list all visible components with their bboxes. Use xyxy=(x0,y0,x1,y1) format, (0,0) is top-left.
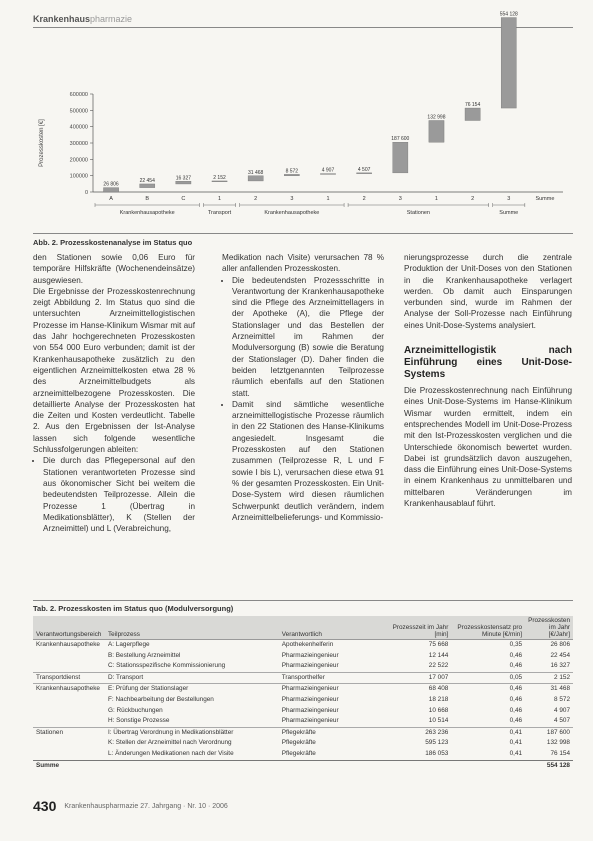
x-tick-label: B xyxy=(145,196,150,202)
cell-process: A: Lagerpflege xyxy=(105,640,279,651)
data-label: 2 152 xyxy=(213,174,226,181)
data-label: 554 128 xyxy=(499,11,518,18)
bar xyxy=(176,181,191,184)
cell-rate: 0,41 xyxy=(451,727,525,738)
data-label: 76 154 xyxy=(464,102,481,109)
data-label: 4 907 xyxy=(321,167,335,174)
cell-area: Krankenhausapotheke xyxy=(33,640,105,651)
sum-empty-cell xyxy=(279,760,384,771)
x-tick-label: 2 xyxy=(362,196,366,202)
table-row xyxy=(33,749,573,760)
cell-cost: 4 907 xyxy=(554,706,570,714)
cell-responsible: Pflegekräfte xyxy=(279,727,384,738)
page-footer xyxy=(33,798,228,814)
bar xyxy=(393,142,408,173)
cell-process: B: Bestellung Arzneimittel xyxy=(107,651,181,659)
cell-time: 68 408 xyxy=(384,684,451,695)
sum-empty-cell xyxy=(105,760,279,771)
x-tick-label: C xyxy=(181,196,186,202)
cell-process: G: Rückbuchungen xyxy=(107,706,163,714)
cell-responsible: Pharmazieingenieur xyxy=(281,695,339,703)
cell-responsible: Pharmazieingenieur xyxy=(281,651,339,659)
section-heading: Arzneimittellogistik nach Einführung eines Unit-Dose-Systems xyxy=(404,345,572,381)
cell-responsible: Pflegekräfte xyxy=(281,739,316,747)
header-rule xyxy=(33,27,573,28)
data-label: 16 327 xyxy=(175,175,192,182)
y-tick-label: 500000 xyxy=(69,108,88,115)
cell-rate: 0,46 xyxy=(509,651,523,659)
col2-bullet-1: • Die bedeutendsten Prozessschritte in Verantwortung der Krankenhausapotheke sind die Pflege des Arzneimittellagers in der Apotheke (A), die Pflege der Stationslager und das Bestellen der Arzneimittel im Rahmen der Modulversorgung (B) sowie die Beratung der Stationslager (D). Daher finden die beiden letztgenannten Teilprozesse räumlich ebenfalls auf den Stationen statt. xyxy=(232,275,384,399)
text-column-1 xyxy=(33,252,195,534)
col3-paragraph-1: nierungsprozesse durch die zentrale Produktion der Unit-Doses von den Stationen in die Krankenhausapotheke verlagert werden. Ob damit auch Einsparungen verbunden sind, wurde im Rahmen der Analyse der Soll-Prozesse nach Einführung eines Unit-Dose-Systems analysiert. xyxy=(404,253,572,330)
table-header-row xyxy=(33,616,573,640)
cell-process: E: Prüfung der Stationslager xyxy=(105,684,279,695)
header-time: Prozesszeit im Jahr [min] xyxy=(384,616,451,640)
table-sum-row xyxy=(33,760,573,771)
cell-rate: 0,46 xyxy=(509,717,523,725)
x-tick-label: Summe xyxy=(535,196,555,202)
group-label: Summe xyxy=(499,210,519,216)
journal-name: Krankenhaus xyxy=(33,14,91,24)
table-row xyxy=(33,695,573,706)
bar xyxy=(103,188,118,192)
x-tick-label: A xyxy=(109,196,113,202)
data-label: 187 600 xyxy=(391,136,410,143)
x-tick-label: 2 xyxy=(254,196,258,202)
bar xyxy=(320,174,335,175)
table-row xyxy=(33,651,573,662)
header-cost: Prozesskosten im Jahr [€/Jahr] xyxy=(525,616,573,640)
cell-process: C: Stationsspezifische Kommissionierung xyxy=(107,662,226,670)
table-rule xyxy=(33,600,573,601)
cell-area: Stationen xyxy=(33,727,105,738)
y-tick-label: 0 xyxy=(84,190,88,196)
bar xyxy=(429,120,444,142)
sum-label: Summe xyxy=(33,760,105,771)
y-tick-label: 400000 xyxy=(69,124,88,131)
cell-area xyxy=(33,738,105,749)
y-tick-label: 200000 xyxy=(69,157,88,164)
cell-responsible: Pharmazieingenieur xyxy=(281,717,339,725)
footer-text: Krankenhauspharmazie 27. Jahrgang · Nr. 10 · 2006 xyxy=(64,802,228,810)
cell-area xyxy=(33,706,105,717)
cell-cost: 31 468 xyxy=(525,684,573,695)
text-column-2 xyxy=(222,252,384,523)
cell-rate: 0,35 xyxy=(451,640,525,651)
col1-bullet-1: • Die durch das Pflegepersonal auf den Stationen verantworteten Prozesse sind aus ökonomischer Sicht bei weitem die bedeutendsten Teilprozesse. Allein die Prozesse 1 (Übertrag in Medikationsblätter), K (Stellen der Arzneimittel) und L (Verabreichung, xyxy=(43,455,195,534)
cell-rate: 0,46 xyxy=(451,684,525,695)
table-row xyxy=(33,672,573,684)
cell-time: 75 668 xyxy=(384,640,451,651)
bar xyxy=(248,176,263,181)
bar xyxy=(501,18,516,109)
data-label: 22 454 xyxy=(139,177,155,184)
y-tick-label: 300000 xyxy=(69,141,88,147)
chart-caption: Abb. 2. Prozesskostenanalyse im Status quo xyxy=(33,238,193,247)
data-label: 31 468 xyxy=(248,169,264,176)
header-area: Verantwortungsbereich xyxy=(33,616,105,640)
col2-bullet-2: • Damit sind sämtliche wesentliche arzneimittellogistische Prozesse räumlich in den 22 Stationen des Hanse-Klinikums angesiedelt. Insgesamt die Prozesskosten auf den Stationen zusammen (Teilprozesse R, L und F sowie I bis L), verursachen diese etwa 91 % der gesamten Prozesskosten. Ein Unit-Dose-System wird diesen räumlichen Schwerpunkt deutlich verändern, indem Arzneimittelbelieferungs- und Kommissio- xyxy=(232,399,384,523)
data-label: 132 998 xyxy=(427,114,446,121)
sum-empty-cell xyxy=(451,760,525,771)
cell-time: 17 007 xyxy=(384,672,451,684)
cell-process: H: Sonstige Prozesse xyxy=(107,717,170,725)
cell-responsible: Pharmazieingenieur xyxy=(281,706,339,714)
cell-area xyxy=(33,716,105,727)
col3-paragraph-2: Die Prozesskostenrechnung nach Einführung eines Unit-Dose-Systems im Hanse-Klinikum Wismar wurden ermittelt, indem ein entsprechendes Modell im Unit-Dose-Prozess mit den Ist-Prozesskosten verglichen und die Unterschiede ökonomisch bewertet wurden. Dabei ist grundsätzlich davon auszugehen, dass die Einführung eines Unit-Dose-Systems in einem Krankenhaus zu unmittelbaren und mittelbaren Veränderungen im Krankenhausablauf führt. xyxy=(404,386,572,509)
cell-rate: 0,41 xyxy=(509,739,523,747)
sum-empty-cell xyxy=(384,760,451,771)
cell-time: 12 144 xyxy=(428,651,449,659)
cell-responsible: Pharmazieingenieur xyxy=(279,684,384,695)
journal-name-suffix: pharmazie xyxy=(90,14,133,24)
cell-area xyxy=(33,749,105,760)
bar xyxy=(212,181,227,182)
y-tick-label: 600000 xyxy=(69,92,88,98)
col2-paragraph-1: Medikation nach Visite) verursachen 78 % aller anfallenden Prozesskosten. xyxy=(222,253,384,274)
text-column-3 xyxy=(404,252,572,509)
table-row xyxy=(33,716,573,727)
x-tick-label: 3 xyxy=(398,196,402,202)
col1-bullet-list xyxy=(33,455,195,534)
cell-area: Transportdienst xyxy=(33,672,105,684)
cell-cost: 187 600 xyxy=(525,727,573,738)
cell-responsible: Pflegekräfte xyxy=(281,749,316,757)
cell-rate: 0,05 xyxy=(451,672,525,684)
cell-cost: 2 152 xyxy=(525,672,573,684)
group-label: Stationen xyxy=(406,210,431,216)
cell-cost: 8 572 xyxy=(554,695,570,703)
group-label: Transport xyxy=(207,210,232,216)
sum-value: 554 128 xyxy=(525,760,573,771)
cell-rate: 0,46 xyxy=(509,662,523,670)
x-tick-label: 1 xyxy=(326,196,330,202)
bar xyxy=(357,173,372,174)
group-label: Krankenhausapotheke xyxy=(264,210,320,216)
bar xyxy=(140,184,155,188)
data-label: 4 507 xyxy=(357,166,371,173)
cell-time: 263 236 xyxy=(384,727,451,738)
cell-rate: 0,41 xyxy=(509,749,523,757)
cell-time: 10 668 xyxy=(428,706,449,714)
cell-time: 18 218 xyxy=(428,695,449,703)
cell-time: 10 514 xyxy=(428,717,449,725)
table-row xyxy=(33,684,573,695)
cell-rate: 0,46 xyxy=(509,695,523,703)
table-row xyxy=(33,640,573,651)
col1-paragraph-1: den Stationen sowie 0,06 Euro für temporäre Hilfskräfte (Wochenendeinsätze) ausgewiesen. xyxy=(33,253,195,285)
cell-area xyxy=(33,695,105,706)
col1-paragraph-2: Die Ergebnisse der Prozesskostenrechnung zeigt Abbildung 2. Im Status quo sind die untersuchten Arzneimittellogistischen Prozesse im Hanse-Klinikum Wismar mit auf das Jahr hochgerechneten Prozesskosten von 554 000 Euro verbunden; damit ist der Krankenhausapotheke zusätzlich zu den eigentlichen Arzneimittelkosten etwa 28 % des Arzneimittelbudgets als arzneimittelbezogene Prozesskosten. Die detaillierte Analyse der Prozesskosten hat die Zeiten und Kosten verdeutlicht. Tabelle 2. Aus den Ergebnissen der Ist-Analyse lassen sich folgende wesentliche Schlussfolgerungen ableiten: xyxy=(33,286,195,455)
cell-responsible: Pharmazieingenieur xyxy=(281,662,339,670)
x-tick-label: 2 xyxy=(471,196,475,202)
header-responsible: Verantwortlich xyxy=(279,616,384,640)
cell-cost: 22 454 xyxy=(550,651,570,659)
x-tick-label: 3 xyxy=(507,196,511,202)
table-row xyxy=(33,706,573,717)
header-rate: Prozesskostensatz pro Minute [€/min] xyxy=(451,616,525,640)
cell-cost: 26 806 xyxy=(525,640,573,651)
x-tick-label: 1 xyxy=(434,196,438,202)
cell-process: D: Transport xyxy=(105,672,279,684)
col2-bullet-list xyxy=(222,275,384,524)
cell-time: 595 123 xyxy=(425,739,449,747)
cell-cost: 132 998 xyxy=(546,739,570,747)
cell-area xyxy=(33,651,105,662)
cell-process: F: Nachbearbeitung der Bestellungen xyxy=(107,695,214,703)
x-tick-label: 3 xyxy=(290,196,294,202)
cell-area: Krankenhausapotheke xyxy=(33,684,105,695)
cell-responsible: Apothekenhelferin xyxy=(279,640,384,651)
process-cost-table xyxy=(33,616,573,771)
y-axis-label: Prozesskosten [€] xyxy=(39,119,45,167)
y-tick-label: 100000 xyxy=(69,173,88,180)
cell-cost: 16 327 xyxy=(550,662,570,670)
bar xyxy=(284,174,299,175)
cell-process: I: Übertrag Verordnung in Medikationsblätter xyxy=(105,727,279,738)
page-number: 430 xyxy=(33,798,57,814)
chart-rule xyxy=(33,233,573,234)
group-label: Krankenhausapotheke xyxy=(119,210,175,216)
x-tick-label: 1 xyxy=(218,196,222,202)
table-row xyxy=(33,727,573,738)
header-process: Teilprozess xyxy=(105,616,279,640)
cell-time: 186 053 xyxy=(425,749,449,757)
cell-process: K: Stellen der Arzneimittel nach Verordnung xyxy=(107,739,232,747)
data-label: 8 572 xyxy=(285,168,299,175)
cell-rate: 0,46 xyxy=(509,706,523,714)
bar xyxy=(465,108,480,120)
table-row xyxy=(33,661,573,672)
cell-area xyxy=(33,661,105,672)
data-label: 26 806 xyxy=(103,181,119,188)
table-row xyxy=(33,738,573,749)
cell-process: L: Änderungen Medikationen nach der Visite xyxy=(107,749,234,757)
cell-responsible: Transporthelfer xyxy=(279,672,384,684)
cell-cost: 4 507 xyxy=(554,717,570,725)
table-caption: Tab. 2. Prozesskosten im Status quo (Modulversorgung) xyxy=(33,604,234,613)
journal-header xyxy=(33,14,132,24)
cell-time: 22 522 xyxy=(428,662,449,670)
cell-cost: 76 154 xyxy=(550,749,570,757)
